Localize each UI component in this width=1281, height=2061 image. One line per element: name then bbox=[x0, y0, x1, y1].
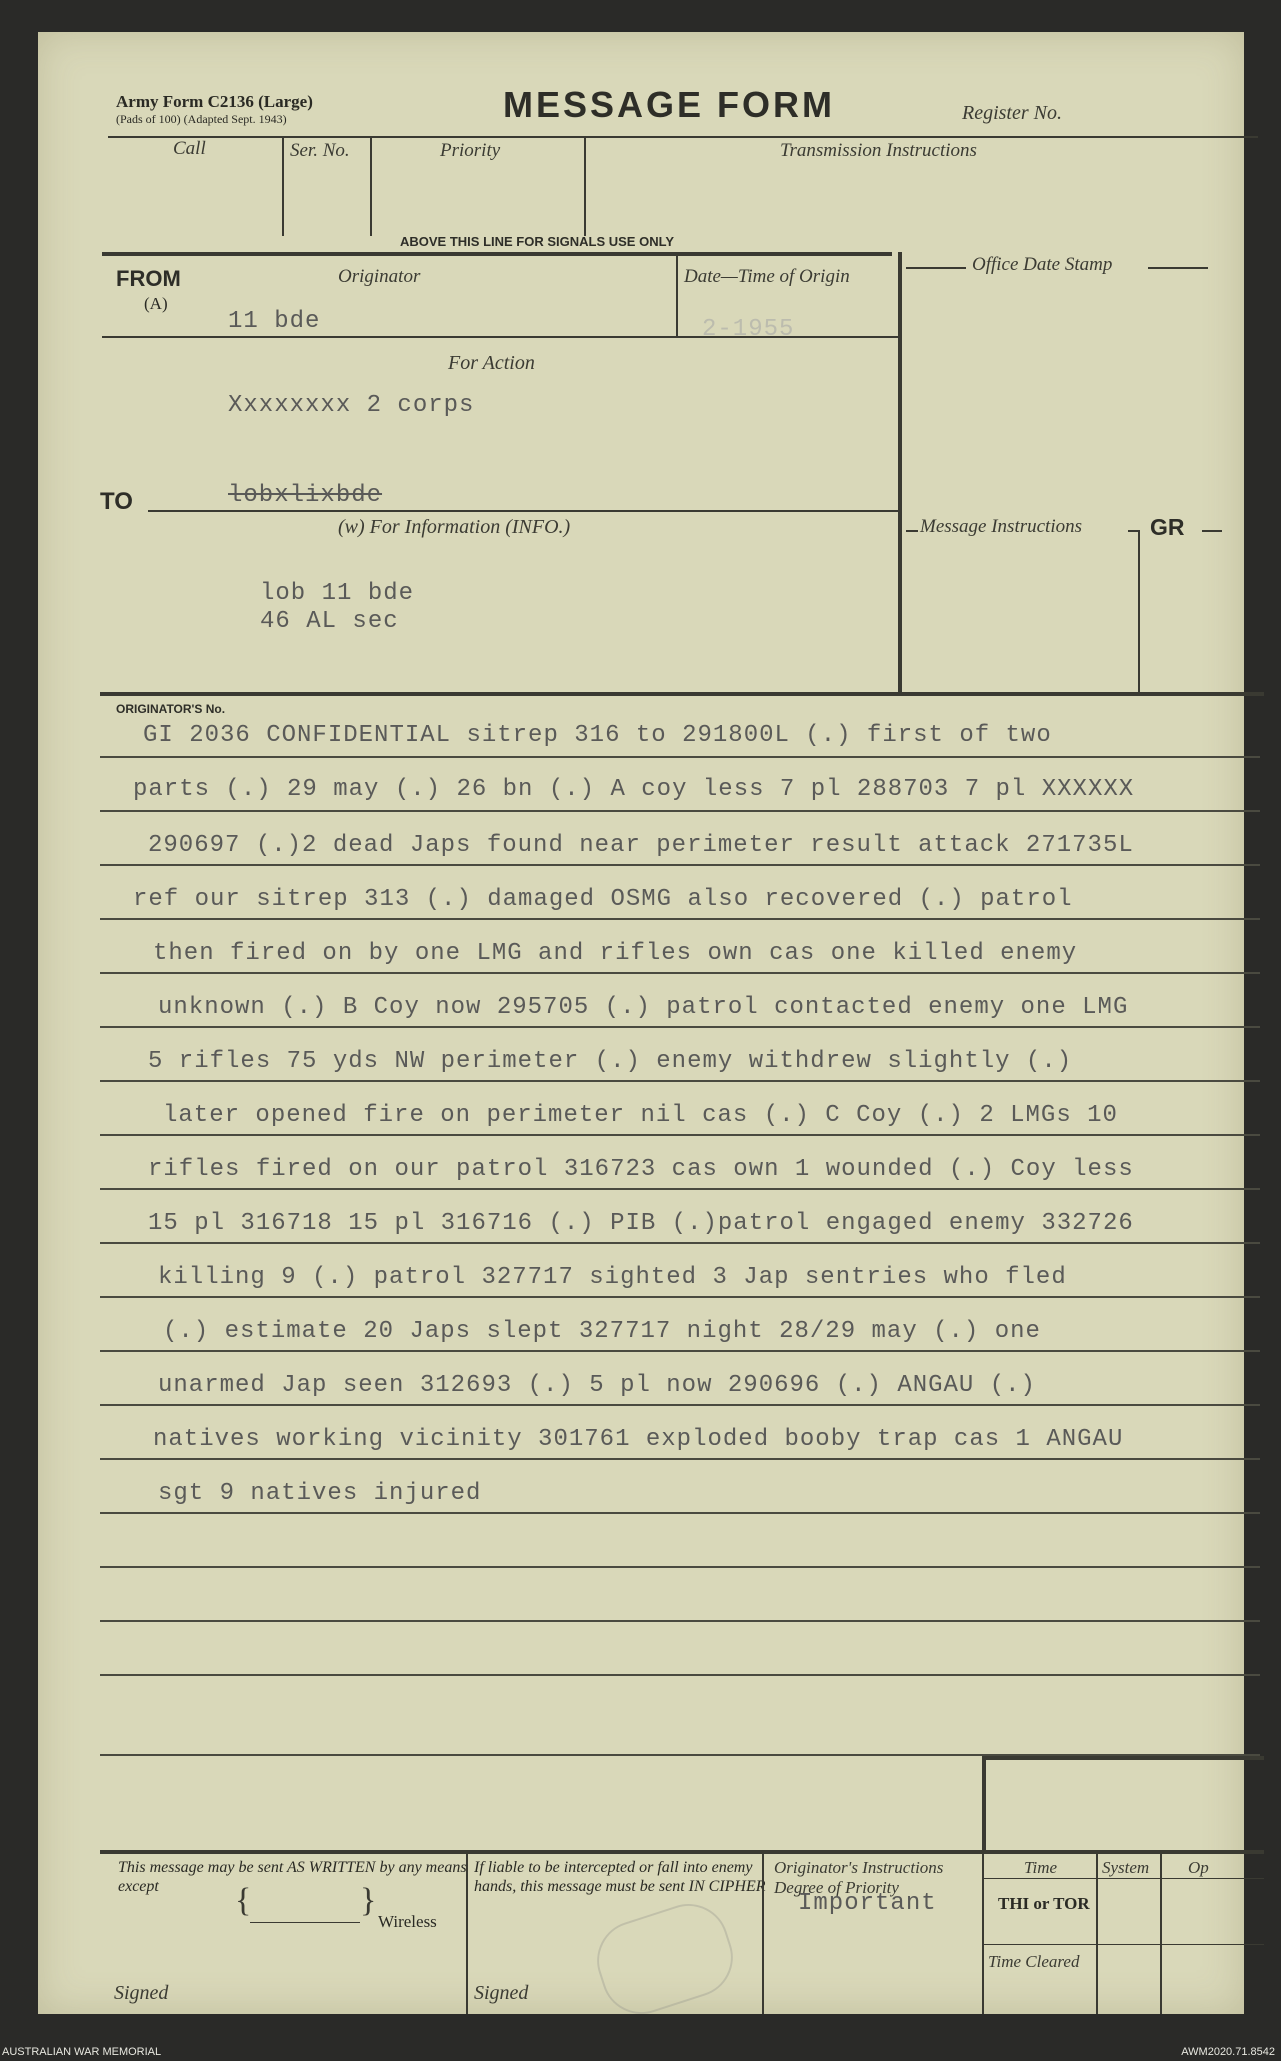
message-line: unknown (.) B Coy now 295705 (.) patrol contacted enemy one LMG bbox=[158, 994, 1129, 1021]
priority-label: Priority bbox=[440, 140, 501, 161]
originators-no-label: ORIGINATOR'S No. bbox=[116, 702, 226, 716]
thi-tor-label: THI or TOR bbox=[998, 1894, 1090, 1913]
originator-label: Originator bbox=[338, 266, 421, 287]
for-action-value: Xxxxxxxx 2 corps bbox=[228, 392, 475, 419]
message-instructions-label: Message Instructions bbox=[920, 516, 1083, 537]
message-line: then fired on by one LMG and rifles own cas one killed enemy bbox=[153, 940, 1078, 967]
to-struck-value: lobxlixbde bbox=[228, 482, 383, 509]
message-line: later opened fire on perimeter nil cas (.) C Coy (.) 2 LMGs 10 bbox=[163, 1102, 1118, 1129]
info-value-2: 46 AL sec bbox=[260, 608, 399, 635]
message-line: ref our sitrep 313 (.) damaged OSMG also recovered (.) patrol bbox=[133, 886, 1073, 913]
info-value-1: lob 11 bde bbox=[260, 580, 415, 607]
form-sub: (Pads of 100) (Adapted Sept. 1943) bbox=[116, 112, 287, 126]
as-written-text: This message may be sent AS WRITTEN by any means except bbox=[118, 1859, 467, 1895]
call-label: Call bbox=[173, 138, 206, 159]
message-line: (.) estimate 20 Japs slept 327717 night 28/29 may (.) one bbox=[163, 1318, 1041, 1345]
archive-caption-right: AWM2020.71.8542 bbox=[1181, 2046, 1275, 2058]
originator-value: 11 bde bbox=[228, 308, 321, 335]
gr-label: GR bbox=[1150, 514, 1185, 540]
transmission-label: Transmission Instructions bbox=[780, 140, 977, 161]
date-time-value: 2-1955 bbox=[702, 316, 795, 343]
op-label: Op bbox=[1188, 1858, 1209, 1877]
message-form-sheet bbox=[38, 32, 1244, 2014]
message-line: parts (.) 29 may (.) 26 bn (.) A coy less 7 pl 288703 7 pl XXXXXX bbox=[133, 776, 1135, 803]
to-label: TO bbox=[100, 488, 133, 515]
signed-label-1: Signed bbox=[114, 1982, 169, 2004]
page-title: MESSAGE FORM bbox=[503, 84, 836, 125]
date-time-label: Date—Time of Origin bbox=[684, 266, 850, 287]
priority-value: Important bbox=[798, 1890, 937, 1917]
time-label: Time bbox=[1024, 1858, 1058, 1877]
message-line: sgt 9 natives injured bbox=[158, 1480, 482, 1507]
above-line-note: ABOVE THIS LINE FOR SIGNALS USE ONLY bbox=[400, 234, 674, 249]
a-label: (A) bbox=[144, 294, 168, 313]
message-line: killing 9 (.) patrol 327717 sighted 3 Jap sentries who fled bbox=[158, 1264, 1067, 1291]
message-line: unarmed Jap seen 312693 (.) 5 pl now 290696 (.) ANGAU (.) bbox=[158, 1372, 1036, 1399]
info-label: (w) For Information (INFO.) bbox=[338, 516, 571, 538]
wireless-label: Wireless bbox=[378, 1912, 437, 1931]
register-label: Register No. bbox=[962, 102, 1062, 124]
system-label: System bbox=[1102, 1858, 1150, 1877]
message-line: 15 pl 316718 15 pl 316716 (.) PIB (.)patrol engaged enemy 332726 bbox=[148, 1210, 1134, 1237]
signature-scribble bbox=[587, 1894, 743, 2025]
brace-right: } bbox=[360, 1882, 377, 1919]
message-line: GI 2036 CONFIDENTIAL sitrep 316 to 291800L (.) first of two bbox=[143, 722, 1052, 749]
signed-label-2: Signed bbox=[474, 1982, 529, 2004]
for-action-label: For Action bbox=[448, 352, 535, 374]
cipher-text: If liable to be intercepted or fall into enemy hands, this message must be sent IN CIPHER bbox=[474, 1859, 766, 1895]
originator-instructions-label: Originator's Instructions bbox=[774, 1858, 944, 1877]
degree-priority-label: Degree of Priority bbox=[774, 1878, 899, 1897]
archive-caption-left: AUSTRALIAN WAR MEMORIAL bbox=[2, 2046, 162, 2058]
message-line: 290697 (.)2 dead Japs found near perimeter result attack 271735L bbox=[148, 832, 1134, 859]
message-line: natives working vicinity 301761 exploded booby trap cas 1 ANGAU bbox=[153, 1426, 1124, 1453]
ser-no-label: Ser. No. bbox=[290, 140, 350, 161]
office-date-stamp-label: Office Date Stamp bbox=[972, 254, 1113, 275]
brace-left: { bbox=[235, 1882, 252, 1919]
message-line: rifles fired on our patrol 316723 cas own 1 wounded (.) Coy less bbox=[148, 1156, 1134, 1183]
form-name: Army Form C2136 (Large) bbox=[116, 92, 313, 111]
time-cleared-label: Time Cleared bbox=[988, 1952, 1080, 1971]
message-line: 5 rifles 75 yds NW perimeter (.) enemy withdrew slightly (.) bbox=[148, 1048, 1073, 1075]
from-label: FROM bbox=[116, 266, 181, 291]
